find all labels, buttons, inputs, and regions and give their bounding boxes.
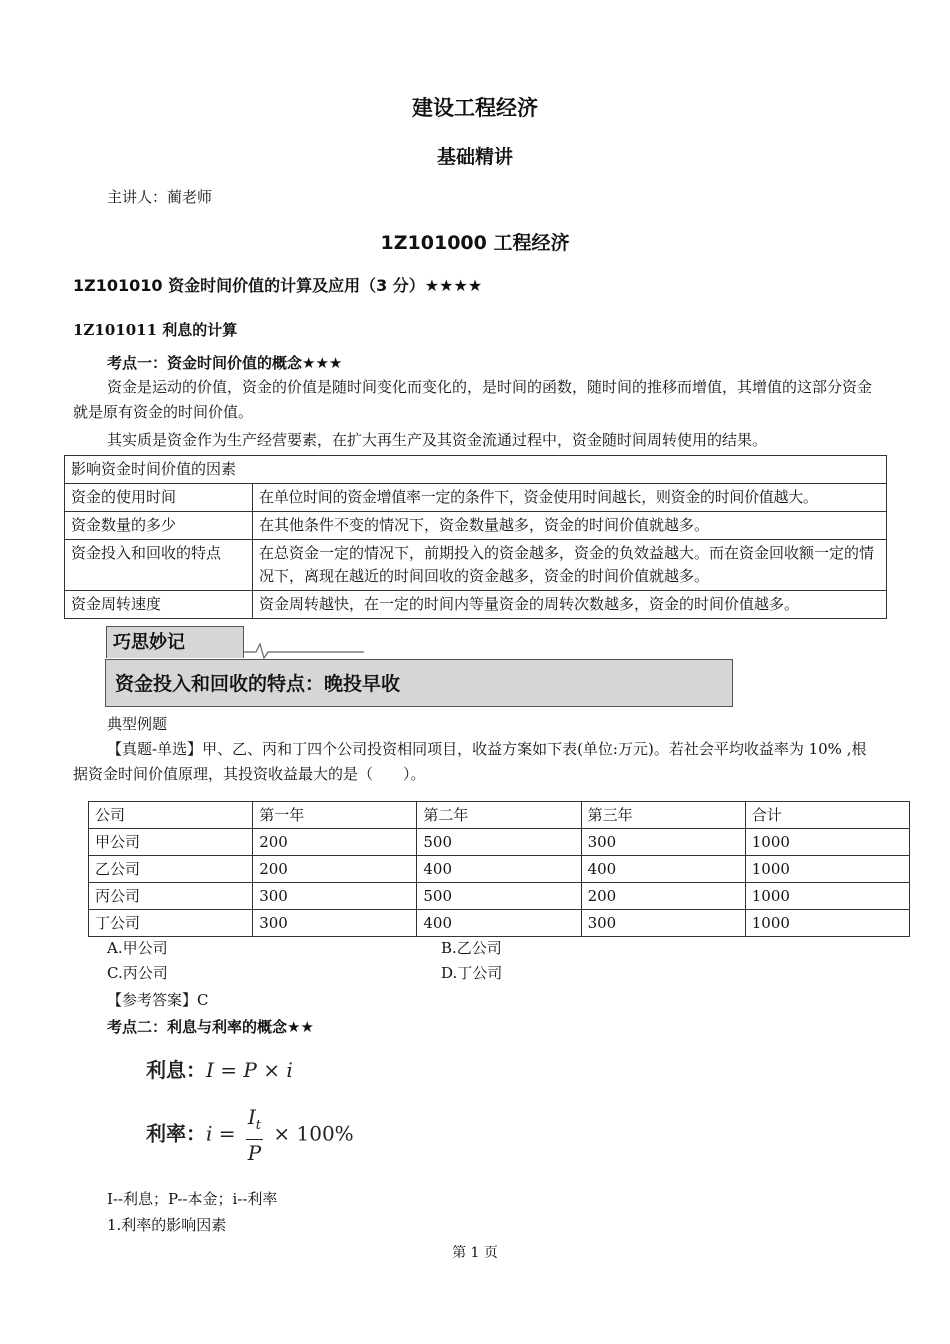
table-cell: 300 <box>581 910 745 937</box>
key-point-2-title: 考点二：利息与利率的概念★★ <box>107 1018 314 1036</box>
factor-desc-cell: 在总资金一定的情况下，前期投入的资金越多，资金的负效益越大。而在资金回收额一定的情况下，离现在越近的时间回收的资金越多，资金的时间价值就越多。 <box>253 540 887 591</box>
key-point-1-paragraph-1: 资金是运动的价值，资金的价值是随时间变化而变化的，是时间的函数，随时间的推移而增值，其增值的这部分资金就是原有资金的时间价值。 <box>73 378 873 421</box>
variable-legend: I--利息；P--本金；i--利率 <box>107 1190 278 1208</box>
factors-table-header: 影响资金时间价值的因素 <box>65 456 887 484</box>
table-cell: 400 <box>417 910 581 937</box>
option-a: A.甲公司 <box>107 939 168 957</box>
interest-formula-label: 利息： <box>146 1058 206 1082</box>
page-number: 第 1 页 <box>452 1245 498 1261</box>
table-cell: 200 <box>581 883 745 910</box>
table-cell: 丁公司 <box>89 910 253 937</box>
table-cell: 1000 <box>745 856 909 883</box>
option-d: D.丁公司 <box>441 964 503 982</box>
table-cell: 1000 <box>745 883 909 910</box>
presenter: 主讲人：蔺老师 <box>107 188 213 206</box>
example-label: 典型例题 <box>107 715 168 733</box>
chapter-heading: 1Z101000 工程经济 <box>380 232 570 254</box>
factors-table <box>64 455 887 619</box>
document-title: 建设工程经济 <box>412 96 538 120</box>
table-cell: 甲公司 <box>89 829 253 856</box>
factor-cell: 资金投入和回收的特点 <box>65 540 253 591</box>
table-row <box>65 512 887 540</box>
column-header: 公司 <box>89 802 253 829</box>
document-subtitle: 基础精讲 <box>436 146 513 168</box>
memo-box: 资金投入和回收的特点：晚投早收 <box>105 659 733 707</box>
table-row <box>65 540 887 591</box>
table-row <box>65 591 887 619</box>
table-cell: 300 <box>253 883 417 910</box>
table-row <box>89 829 910 856</box>
pulse-line-decoration <box>244 640 364 660</box>
column-header: 第一年 <box>253 802 417 829</box>
option-b: B.乙公司 <box>441 939 502 957</box>
factor-cell: 资金的使用时间 <box>65 484 253 512</box>
table-cell: 300 <box>253 910 417 937</box>
table-cell: 200 <box>253 829 417 856</box>
interest-rate-formula-label: 利率： <box>146 1121 206 1146</box>
table-cell: 丙公司 <box>89 883 253 910</box>
table-cell: 乙公司 <box>89 856 253 883</box>
table-cell: 200 <box>253 856 417 883</box>
table-cell: 1000 <box>745 829 909 856</box>
table-cell: 400 <box>417 856 581 883</box>
table-cell: 500 <box>417 883 581 910</box>
memo-tab: 巧思妙记 <box>106 626 244 658</box>
companies-table <box>88 801 910 937</box>
factor-desc-cell: 在其他条件不变的情况下，资金数量越多，资金的时间价值就越多。 <box>253 512 887 540</box>
factor-cell: 资金数量的多少 <box>65 512 253 540</box>
subsection-heading: 1Z101011 利息的计算 <box>73 321 238 339</box>
key-point-1-paragraph-2: 其实质是资金作为生产经营要素，在扩大再生产及其资金流通过程中，资金随时间周转使用的结果。 <box>107 431 768 449</box>
table-cell: 300 <box>581 829 745 856</box>
reference-answer: 【参考答案】C <box>107 991 209 1009</box>
factor-desc-cell: 在单位时间的资金增值率一定的条件下，资金使用时间越长，则资金的时间价值越大。 <box>253 484 887 512</box>
column-header: 第三年 <box>581 802 745 829</box>
table-cell: 1000 <box>745 910 909 937</box>
section-heading: 1Z101010 资金时间价值的计算及应用（3 分）★★★★ <box>73 276 483 295</box>
column-header: 第二年 <box>417 802 581 829</box>
option-c: C.丙公司 <box>107 964 168 982</box>
factor-cell: 资金周转速度 <box>65 591 253 619</box>
table-cell: 400 <box>581 856 745 883</box>
interest-rate-formula: 利率：i = $\frac{I_t}{P}$ × 100% <box>146 1105 354 1165</box>
table-row <box>89 910 910 937</box>
interest-formula: 利息：I = P × i <box>146 1058 293 1082</box>
example-question: 【真题-单选】甲、乙、丙和丁四个公司投资相同项目，收益方案如下表(单位:万元)。若社会平均收益率为 10% ,根据资金时间价值原理，其投资收益最大的是（ ）。 <box>73 740 867 783</box>
table-row <box>89 883 910 910</box>
table-row <box>89 856 910 883</box>
column-header: 合计 <box>745 802 909 829</box>
factor-desc-cell: 资金周转越快，在一定的时间内等量资金的周转次数越多，资金的时间价值越多。 <box>253 591 887 619</box>
table-row <box>65 484 887 512</box>
table-header-row <box>89 802 910 829</box>
table-cell: 500 <box>417 829 581 856</box>
list-item: 1.利率的影响因素 <box>107 1216 227 1234</box>
key-point-1-title: 考点一：资金时间价值的概念★★★ <box>107 354 343 372</box>
